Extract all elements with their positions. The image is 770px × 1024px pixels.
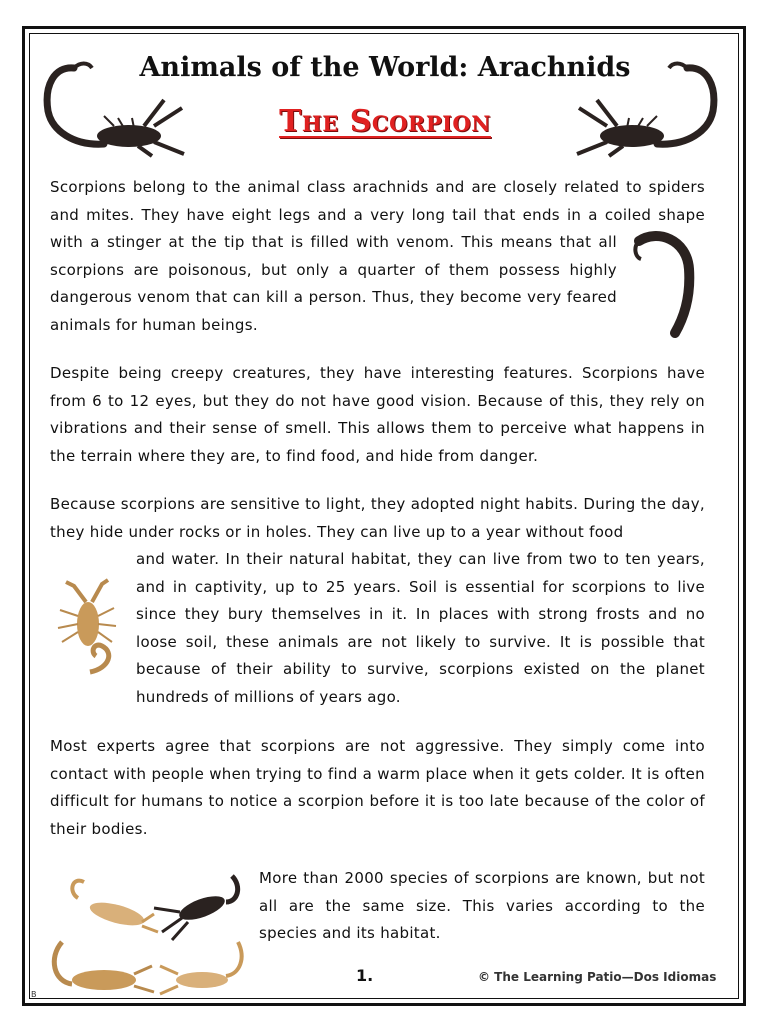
page-subtitle: The Scorpion	[279, 104, 491, 139]
paragraph-habits: Because scorpions are sensitive to light, they adopted night habits. During the day, they hide under rocks or in holes. They can live up to a year without food	[50, 495, 705, 541]
page-title: Animals of the World: Arachnids	[139, 52, 631, 83]
scorpion-group-illustration	[42, 862, 247, 1002]
paragraph-species: More than 2000 species of scorpions are known, but not all are the same size. This varies according to the species and its habitat.	[259, 869, 705, 942]
copyright-text: © The Learning Patio—Dos Idiomas	[478, 970, 717, 984]
scorpion-illustration-middle	[50, 572, 122, 678]
paragraph-intro	[50, 174, 705, 339]
paragraph-habits-continued: and water. In their natural habitat, they can live from two to ten years, and in captivity, up to 25 years. Soil is essential for scorpions to live since they bury themselves in it. In places with strong frosts and no loose soil, these animals are not likely to survive. It is possible that because of their ability to survive, scorpions existed on the planet hundreds of millions of years ago.	[136, 550, 705, 706]
paragraph-behavior: Most experts agree that scorpions are not aggressive. They simply come into contact with people when trying to find a warm place when it gets colder. It is often difficult for humans to notice a scorpion before it is too late because of the color of their bodies.	[50, 737, 705, 838]
scorpion-tail-illustration	[627, 229, 705, 339]
page-number: 1.	[356, 966, 374, 985]
paragraph-features: Despite being creepy creatures, they have interesting features. Scorpions have from 6 to 12 eyes, but they do not have good vision. Because of this, they rely on vibrations and their sense of smell. This allows them to perceive what happens in the terrain where they are, to find food, and hide from danger.	[50, 364, 705, 465]
paragraph-intro-text: Scorpions belong to the animal class arachnids and are closely related to spiders and mites. They have eight legs and a very long tail that ends in a coiled shape with a stinger at the tip that is filled with venom. This means that all scorpions are poisonous, but only a quarter of them possess highly dangerous venom that can kill a person. Thus, they become very feared animals for human beings.	[50, 178, 705, 334]
corner-mark: B	[31, 990, 37, 999]
